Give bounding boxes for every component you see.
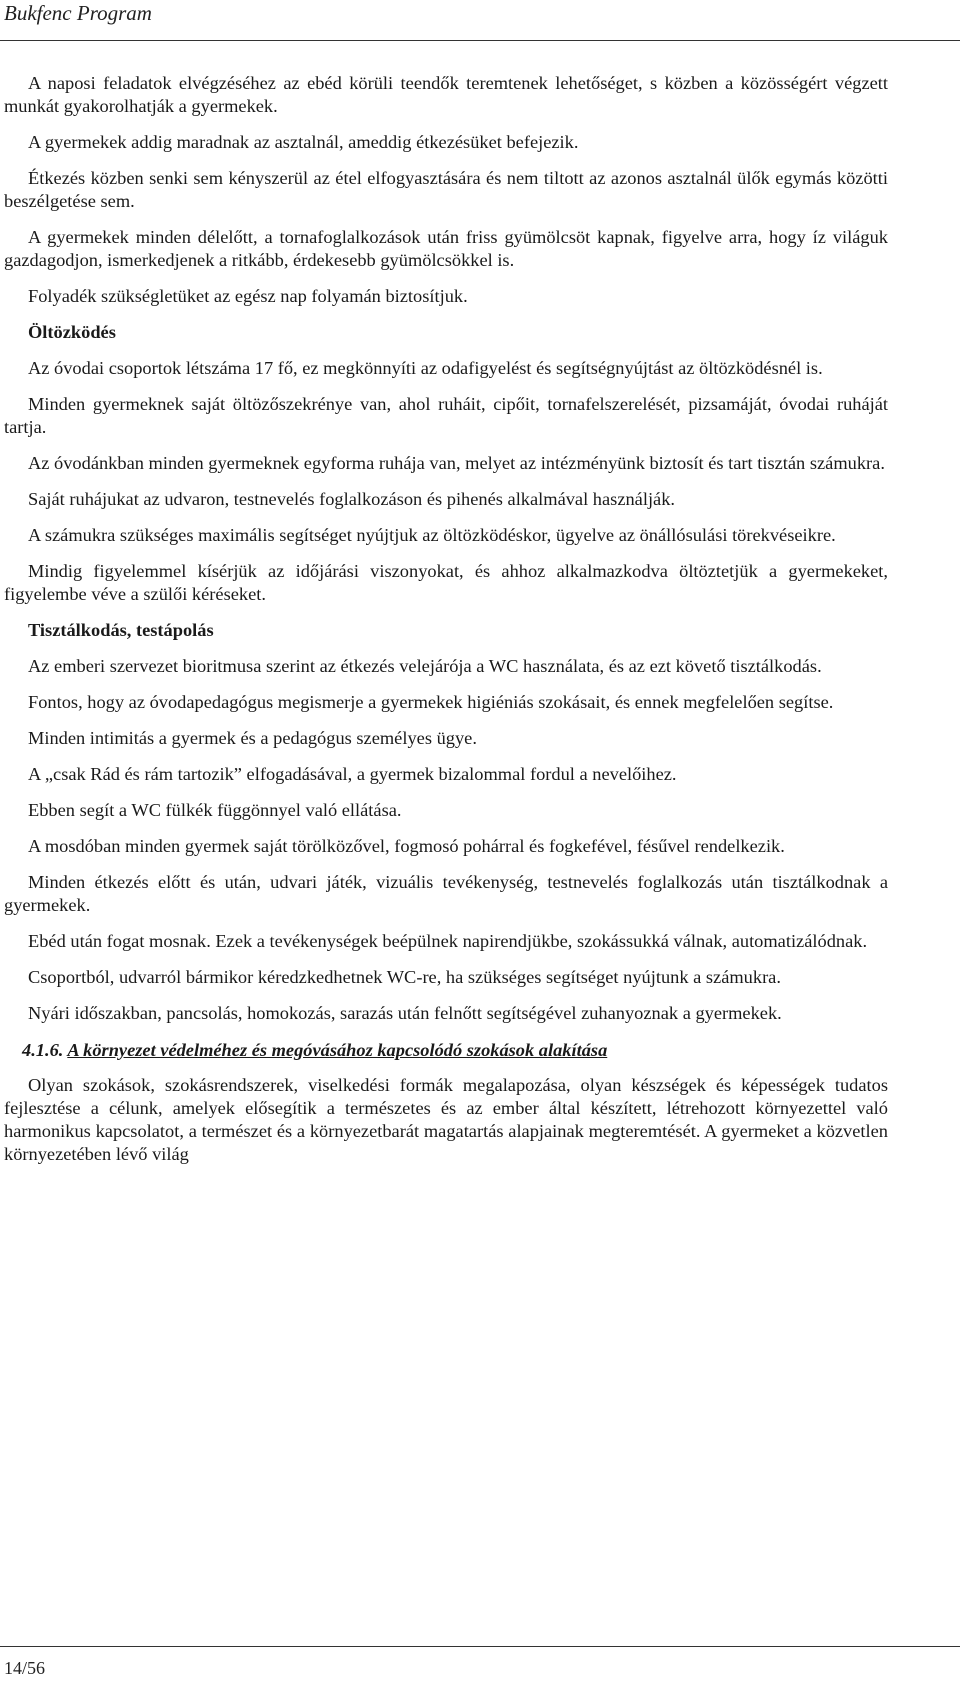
paragraph: Az óvodánkban minden gyermeknek egyforma ruhája van, melyet az intézményünk biztosít és tart tisztán számukra. — [28, 453, 885, 473]
paragraph: Nyári időszakban, pancsolás, homokozás, sarazás után felnőtt segítségével zuhanyoznak a gyermekek. — [28, 1003, 782, 1023]
paragraph: Saját ruhájukat az udvaron, testnevelés foglalkozáson és pihenés alkalmával használják. — [28, 489, 676, 509]
paragraph: A mosdóban minden gyermek saját törölközővel, fogmosó pohárral és fogkefével, fésűvel rendelkezik. — [28, 836, 785, 856]
page-number: 14/56 — [4, 1658, 46, 1678]
heading-dressing: Öltözködés — [28, 322, 116, 342]
paragraph: A gyermekek minden délelőtt, a tornafoglalkozások után friss gyümölcsöt kapnak, figyelve arra, hogy íz világuk gazdagodjon, ismerkedjenek a ritkább, érdekesebb gyümölcsökkel is. — [4, 227, 888, 270]
paragraph: Az emberi szervezet bioritmusa szerint az étkezés velejárója a WC használata, és az ezt követő tisztálkodás. — [28, 656, 822, 676]
paragraph: Csoportból, udvarról bármikor kéredzkedhetnek WC-re, ha szükséges segítséget nyújtunk a számukra. — [28, 967, 781, 987]
paragraph: Minden étkezés előtt és után, udvari játék, vizuális tevékenység, testnevelés foglalkozás után tisztálkodnak a gyermekek. — [4, 872, 888, 915]
page-footer — [0, 1646, 960, 1685]
paragraph: A számukra szükséges maximális segítséget nyújtjuk az öltözködéskor, ügyelve az önállósulási törekvéseikre. — [28, 525, 836, 545]
paragraph: Az óvodai csoportok létszáma 17 fő, ez megkönnyíti az odafigyelést és segítségnyújtást az öltözködésnél is. — [28, 358, 823, 378]
paragraph: Mindig figyelemmel kísérjük az időjárási viszonyokat, és ahhoz alkalmazkodva öltöztetjük a gyermekeket, figyelembe véve a szülői kéréseket. — [4, 561, 888, 604]
paragraph: A gyermekek addig maradnak az asztalnál, ameddig étkezésüket befejezik. — [28, 132, 579, 152]
paragraph: Étkezés közben senki sem kényszerül az étel elfogyasztására és nem tiltott az azonos asztalnál ülők egymás közötti beszélgetése sem. — [4, 168, 888, 211]
paragraph: A naposi feladatok elvégzéséhez az ebéd körüli teendők teremtenek lehetőséget, s közben a közösségért végzett munkát gyakorolhatják a gyermekek. — [4, 73, 888, 116]
paragraph: Minden intimitás a gyermek és a pedagógus személyes ügye. — [28, 728, 477, 748]
section-number: 4.1.6. — [22, 1040, 64, 1060]
section-heading — [4, 1039, 888, 1062]
paragraph: Ebéd után fogat mosnak. Ezek a tevékenységek beépülnek napirendjükbe, szokássukká válnak, automatizálódnak. — [28, 931, 868, 951]
paragraph: Ebben segít a WC fülkék függönnyel való ellátása. — [28, 800, 402, 820]
paragraph: Minden gyermeknek saját öltözőszekrénye van, ahol ruháit, cipőit, tornafelszerelését, pizsamáját, óvodai ruháját tartja. — [4, 394, 888, 437]
paragraph: Folyadék szükségletüket az egész nap folyamán biztosítjuk. — [28, 286, 468, 306]
paragraph: A „csak Rád és rám tartozik” elfogadásával, a gyermek bizalommal fordul a nevelőihez. — [28, 764, 677, 784]
heading-hygiene: Tisztálkodás, testápolás — [28, 620, 214, 640]
paragraph: Fontos, hogy az óvodapedagógus megismerje a gyermekek higiéniás szokásait, és ennek megfelelően segítse. — [28, 692, 834, 712]
page-header — [0, 0, 960, 41]
paragraph: Olyan szokások, szokásrendszerek, viselkedési formák megalapozása, olyan készségek és képességek tudatos fejlesztése a célunk, amelyek elősegítik a természetes és az ember által készített, létrehozott környezettel való harmonikus kapcsolatot, a természet és a környezetbarát magatartás alapjainak megteremtését. A gyermeket a közvetlen környezetében lévő világ — [4, 1075, 888, 1164]
document-title: Bukfenc Program — [4, 1, 152, 25]
section-title: A környezet védelméhez és megóvásához kapcsolódó szokások alakítása — [67, 1040, 608, 1060]
document-body — [4, 72, 888, 1166]
